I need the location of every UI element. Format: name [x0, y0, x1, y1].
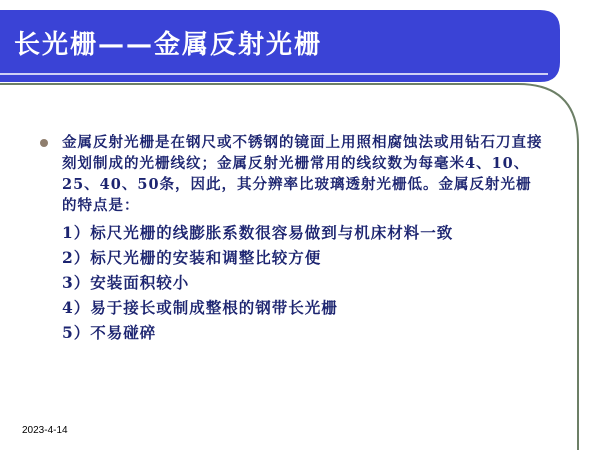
list-item: 4）易于接长或制成整根的钢带长光栅 — [62, 298, 338, 317]
list-item: 3）安装面积较小 — [62, 273, 190, 292]
slide-title: 长光栅——金属反射光栅 — [14, 30, 323, 60]
list-item: 5）不易碰碎 — [62, 323, 157, 342]
intro-paragraph: 金属反射光栅是在钢尺或不锈钢的镜面上用照相腐蚀法或用钻石刀直接刻划制成的光栅线纹；金属反射光栅常用的线纹数为每毫米4、10、25、40、50条，因此，其分辨率比玻璃透射光栅低。金属反射光栅的特点是： — [62, 134, 543, 214]
bullet-paragraph — [40, 132, 545, 216]
list-item: 1）标尺光栅的线膨胀系数很容易做到与机床材料一致 — [62, 223, 454, 242]
feature-list — [40, 220, 545, 345]
bullet-dot-icon — [40, 139, 48, 147]
slide-body — [40, 132, 545, 345]
slide-date: 2023-4-14 — [22, 425, 68, 436]
list-item: 2）标尺光栅的安装和调整比较方便 — [62, 248, 322, 267]
